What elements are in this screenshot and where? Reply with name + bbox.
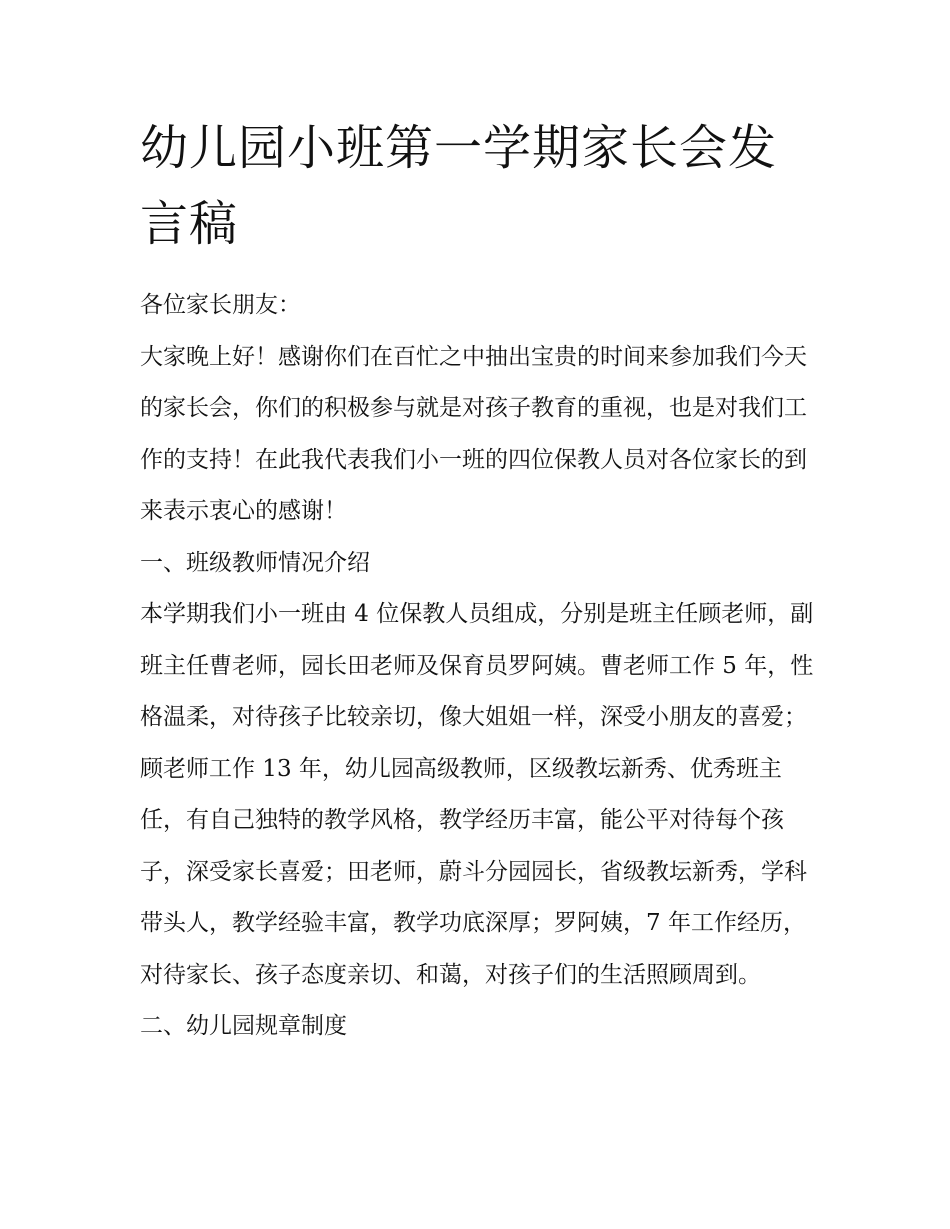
- salutation: 各位家长朋友：: [140, 292, 301, 318]
- section-heading-2: 二、幼儿园规章制度: [140, 1013, 347, 1039]
- document-body: [140, 280, 820, 1053]
- section-heading-1: 一、班级教师情况介绍: [140, 549, 370, 576]
- teacher-introduction-paragraph: 本学期我们小一班由 4 位保教人员组成，分别是班主任顾老师，副班主任曹老师，园长田老师及保育员罗阿姨。曹老师工作 5 年，性格温柔，对待孩子比较亲切，像大姐姐一样，深受小朋友的喜爱；顾老师工作 13 年，幼儿园高级教师，区级教坛新秀、优秀班主任，有自己独特的教学风格，教学经历丰富，能公平对待每个孩子，深受家长喜爱；田老师，蔚斗分园园长，省级教坛新秀，学科带头人，教学经验丰富，教学功底深厚；罗阿姨，7 年工作经历，对待家长、孩子态度亲切、和蔼，对孩子们的生活照顾周到。: [140, 601, 814, 988]
- document-title: 幼儿园小班第一学期家长会发言稿: [140, 120, 778, 252]
- opening-paragraph: 大家晚上好！感谢你们在百忙之中抽出宝贵的时间来参加我们今天的家长会，你们的积极参与就是对孩子教育的重视，也是对我们工作的支持！在此我代表我们小一班的四位保教人员对各位家长的到来表示衷心的感谢！: [140, 343, 807, 524]
